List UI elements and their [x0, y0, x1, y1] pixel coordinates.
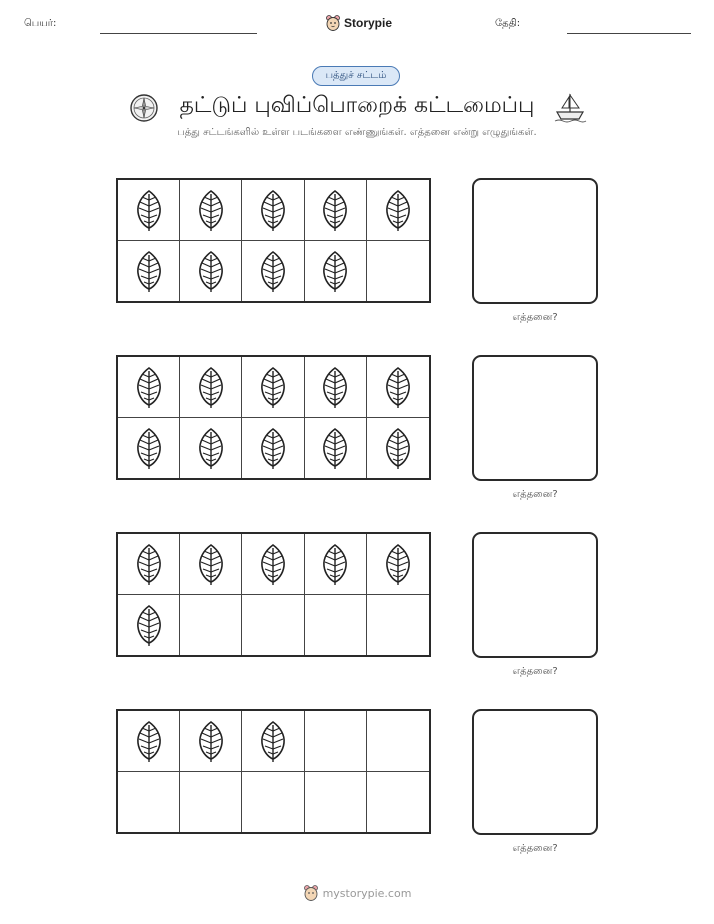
frame-cell — [118, 595, 180, 656]
frame-cell — [242, 357, 304, 418]
leaf-icon — [256, 426, 290, 470]
leaf-icon — [132, 188, 166, 232]
answer-label-3: எத்தனை? — [512, 666, 558, 677]
ship-icon — [553, 90, 587, 124]
frame-cell — [180, 711, 242, 772]
frame-cell — [367, 357, 429, 418]
frame-cell — [242, 241, 304, 302]
leaf-icon — [256, 542, 290, 586]
brand-name: Storypie — [344, 16, 393, 30]
answer-label-4: எத்தனை? — [512, 843, 558, 854]
answer-box-3[interactable] — [472, 532, 598, 658]
frame-cell — [367, 241, 429, 302]
leaf-icon — [132, 426, 166, 470]
frame-cell — [242, 534, 304, 595]
leaf-icon — [132, 365, 166, 409]
frame-cell — [180, 534, 242, 595]
frame-cell — [118, 357, 180, 418]
frame-cell — [305, 180, 367, 241]
leaf-icon — [256, 188, 290, 232]
leaf-icon — [132, 249, 166, 293]
frame-cell — [118, 711, 180, 772]
leaf-icon — [381, 542, 415, 586]
storypie-mascot-icon — [325, 14, 341, 32]
leaf-icon — [194, 426, 228, 470]
name-label: பெயர்: — [24, 18, 57, 29]
frame-cell — [367, 772, 429, 833]
frame-cell — [118, 418, 180, 479]
frame-cell — [180, 180, 242, 241]
leaf-icon — [381, 426, 415, 470]
frame-cell — [242, 180, 304, 241]
brand-logo — [325, 12, 392, 34]
storypie-mascot-icon — [303, 884, 319, 902]
leaf-icon — [194, 719, 228, 763]
date-line[interactable] — [567, 33, 691, 34]
frame-cell — [118, 772, 180, 833]
frame-cell — [367, 534, 429, 595]
leaf-icon — [381, 188, 415, 232]
instructions: பத்து சட்டங்களில் உள்ள படங்களை எண்ணுங்கள். எத்தனை என்று எழுதுங்கள். — [177, 127, 537, 138]
frame-cell — [242, 711, 304, 772]
leaf-icon — [318, 542, 352, 586]
frame-cell — [305, 772, 367, 833]
frame-cell — [242, 418, 304, 479]
leaf-icon — [194, 188, 228, 232]
answer-box-1[interactable] — [472, 178, 598, 304]
date-label: தேதி: — [495, 18, 521, 29]
answer-box-4[interactable] — [472, 709, 598, 835]
leaf-icon — [381, 365, 415, 409]
leaf-icon — [194, 542, 228, 586]
frame-cell — [367, 711, 429, 772]
ten-frame-badge: பத்துச் சட்டம் — [312, 66, 400, 86]
leaf-icon — [194, 365, 228, 409]
frame-cell — [242, 595, 304, 656]
frame-cell — [180, 241, 242, 302]
leaf-icon — [318, 249, 352, 293]
leaf-icon — [256, 249, 290, 293]
leaf-icon — [132, 719, 166, 763]
frame-cell — [367, 595, 429, 656]
ten-frame-4 — [116, 709, 431, 834]
leaf-icon — [256, 365, 290, 409]
frame-cell — [118, 534, 180, 595]
frame-cell — [118, 241, 180, 302]
compass-icon — [128, 92, 160, 124]
frame-cell — [305, 534, 367, 595]
frame-cell — [305, 711, 367, 772]
frame-cell — [305, 357, 367, 418]
frame-cell — [180, 595, 242, 656]
leaf-icon — [318, 188, 352, 232]
ten-frame-3 — [116, 532, 431, 657]
answer-box-2[interactable] — [472, 355, 598, 481]
leaf-icon — [132, 542, 166, 586]
leaf-icon — [194, 249, 228, 293]
leaf-icon — [256, 719, 290, 763]
answer-label-2: எத்தனை? — [512, 489, 558, 500]
frame-cell — [305, 418, 367, 479]
frame-cell — [305, 595, 367, 656]
footer-site: mystorypie.com — [322, 886, 412, 900]
leaf-icon — [318, 365, 352, 409]
frame-cell — [305, 241, 367, 302]
frame-cell — [367, 418, 429, 479]
footer — [0, 884, 714, 902]
leaf-icon — [132, 603, 166, 647]
frame-cell — [180, 418, 242, 479]
ten-frame-2 — [116, 355, 431, 480]
leaf-icon — [318, 426, 352, 470]
frame-cell — [180, 772, 242, 833]
frame-cell — [180, 357, 242, 418]
frame-cell — [242, 772, 304, 833]
name-line[interactable] — [100, 33, 257, 34]
frame-cell — [367, 180, 429, 241]
answer-label-1: எத்தனை? — [512, 312, 558, 323]
page-title: தட்டுப் புவிப்பொறைக் கட்டமைப்பு — [179, 93, 535, 118]
frame-cell — [118, 180, 180, 241]
ten-frame-1 — [116, 178, 431, 303]
